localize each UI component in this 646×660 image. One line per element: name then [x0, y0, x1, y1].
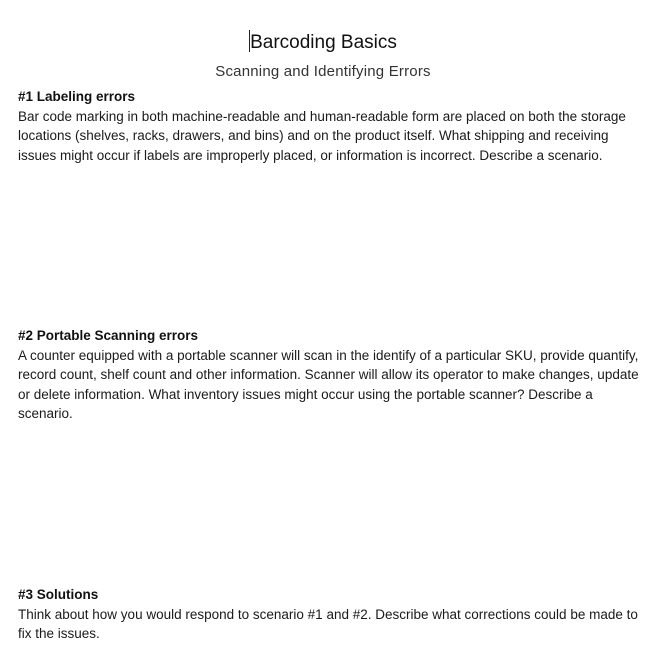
section-body[interactable]: Think about how you would respond to scenario #1 and #2. Describe what corrections could be made to fix the issues. [18, 606, 638, 641]
section-heading[interactable]: #3 Solutions [18, 587, 99, 602]
section-solutions [18, 585, 643, 644]
document-subtitle[interactable]: Scanning and Identifying Errors [215, 63, 431, 80]
section-heading[interactable]: #1 Labeling errors [18, 89, 136, 104]
section-body[interactable]: Bar code marking in both machine-readable and human-readable form are placed on both the storage locations (shelves, racks, drawers, and bins) and on the product itself. What shipping and receiving issues might occur if labels are improperly placed, or information is incorrect. Describe a scenario. [18, 108, 626, 163]
section-heading[interactable]: #2 Portable Scanning errors [18, 328, 199, 343]
section-body[interactable]: A counter equipped with a portable scanner will scan in the identify of a particular SKU, provide quantify, record count, shelf count and other information. Scanner will allow its operator to make changes, update or delete information. What inventory issues might occur using the portable scanner? Describe a scenario. [18, 347, 639, 421]
document-title[interactable]: Barcoding Basics [250, 32, 397, 53]
document-title-line[interactable] [0, 30, 646, 56]
section-portable-scanning-errors [18, 326, 643, 424]
section-labeling-errors [18, 87, 643, 165]
